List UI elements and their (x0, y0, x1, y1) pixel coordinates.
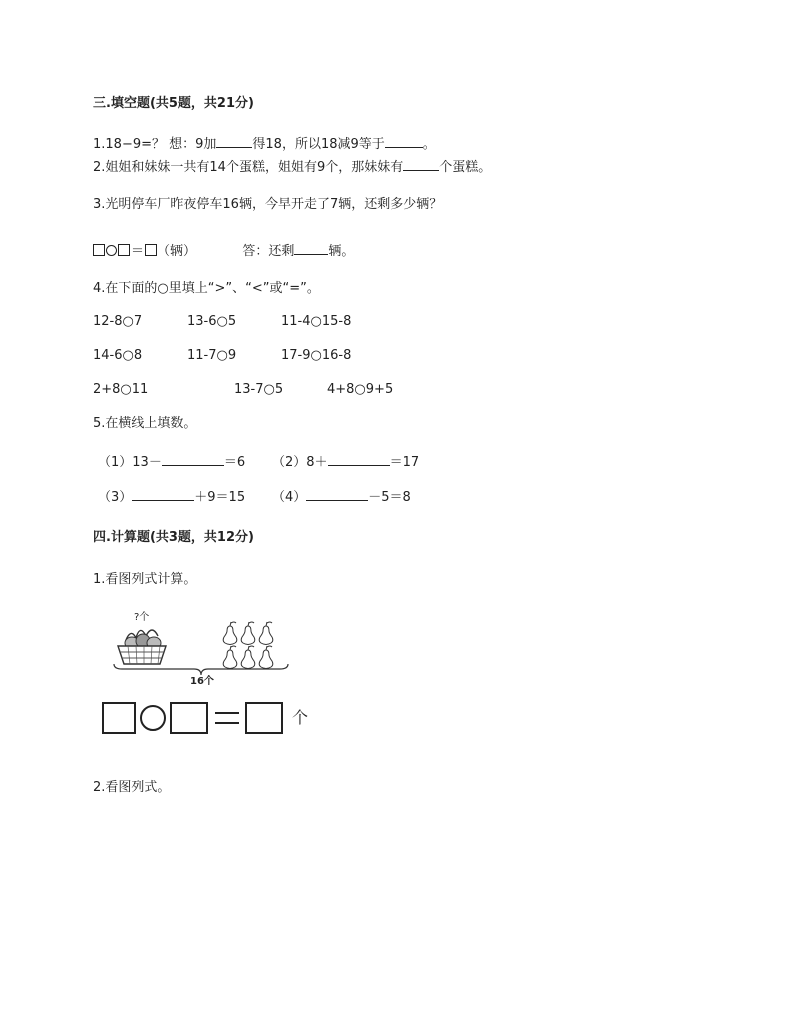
compare-item: 13-7○5 (234, 382, 284, 397)
compare-item: 14-6○8 (93, 348, 143, 363)
fill-item-3: （3） ＋9＝15 (98, 490, 246, 505)
operator-circle[interactable] (106, 245, 117, 256)
question-3-equation: ＝ （辆） 答：还剩 辆。 (93, 242, 354, 260)
question-5: 5.在横线上填数。 (93, 416, 197, 431)
question-3: 3.光明停车厂昨夜停车16辆，今早开走了7辆，还剩多少辆？ (93, 197, 443, 212)
answer-blank[interactable] (294, 242, 328, 255)
equals-sign: ＝ (131, 244, 145, 259)
answer-blank[interactable] (328, 453, 390, 466)
answer-blank[interactable] (216, 135, 252, 148)
answer-box[interactable] (170, 702, 208, 734)
calc-question-2: 2.看图列式。 (93, 780, 171, 795)
fill-item-4: （4） －5＝8 (272, 490, 411, 505)
compare-item: 2+8○11 (93, 382, 149, 397)
answer-box[interactable] (245, 702, 283, 734)
equals-sign (215, 722, 239, 724)
compare-item: 11-4○15-8 (281, 314, 352, 329)
fill-item-2: （2）8＋ ＝17 (272, 455, 420, 470)
calc-question-1: 1.看图列式计算。 (93, 572, 197, 587)
compare-item: 4+8○9+5 (327, 382, 394, 397)
equation-box[interactable] (118, 244, 130, 256)
total-count-label: 16个 (190, 676, 214, 687)
answer-blank[interactable] (403, 158, 439, 171)
question-1: 1.18−9=？ 想：9加 得18，所以18减9等于 。 (93, 137, 436, 152)
basket-count-label: ?个 (134, 612, 150, 623)
equation-box[interactable] (145, 244, 157, 256)
answer-blank[interactable] (385, 135, 423, 148)
pear-icon (241, 622, 255, 645)
answer-blank[interactable] (132, 488, 194, 501)
fill-item-1: （1）13－ ＝6 (98, 455, 246, 470)
operator-circle[interactable] (140, 705, 166, 731)
section3-heading: 三.填空题(共5题，共21分) (93, 96, 254, 111)
pear-icon (259, 622, 273, 645)
compare-item: 11-7○9 (187, 348, 237, 363)
pear-icon (223, 622, 237, 645)
compare-item: 13-6○5 (187, 314, 237, 329)
basket-icon (112, 620, 172, 668)
compare-item: 12-8○7 (93, 314, 143, 329)
section4-heading: 四.计算题(共3题，共12分) (93, 530, 254, 545)
answer-box[interactable] (102, 702, 136, 734)
question-4: 4.在下面的○里填上“>”、“<”或“=”。 (93, 281, 320, 296)
equation-box[interactable] (93, 244, 105, 256)
answer-blank[interactable] (162, 453, 224, 466)
compare-item: 17-9○16-8 (281, 348, 352, 363)
question-2: 2.姐姐和妹妹一共有14个蛋糕，姐姐有9个，那妹妹有 个蛋糕。 (93, 160, 492, 175)
unit-label: 个 (292, 708, 309, 727)
answer-blank[interactable] (306, 488, 368, 501)
equals-sign (215, 712, 239, 714)
